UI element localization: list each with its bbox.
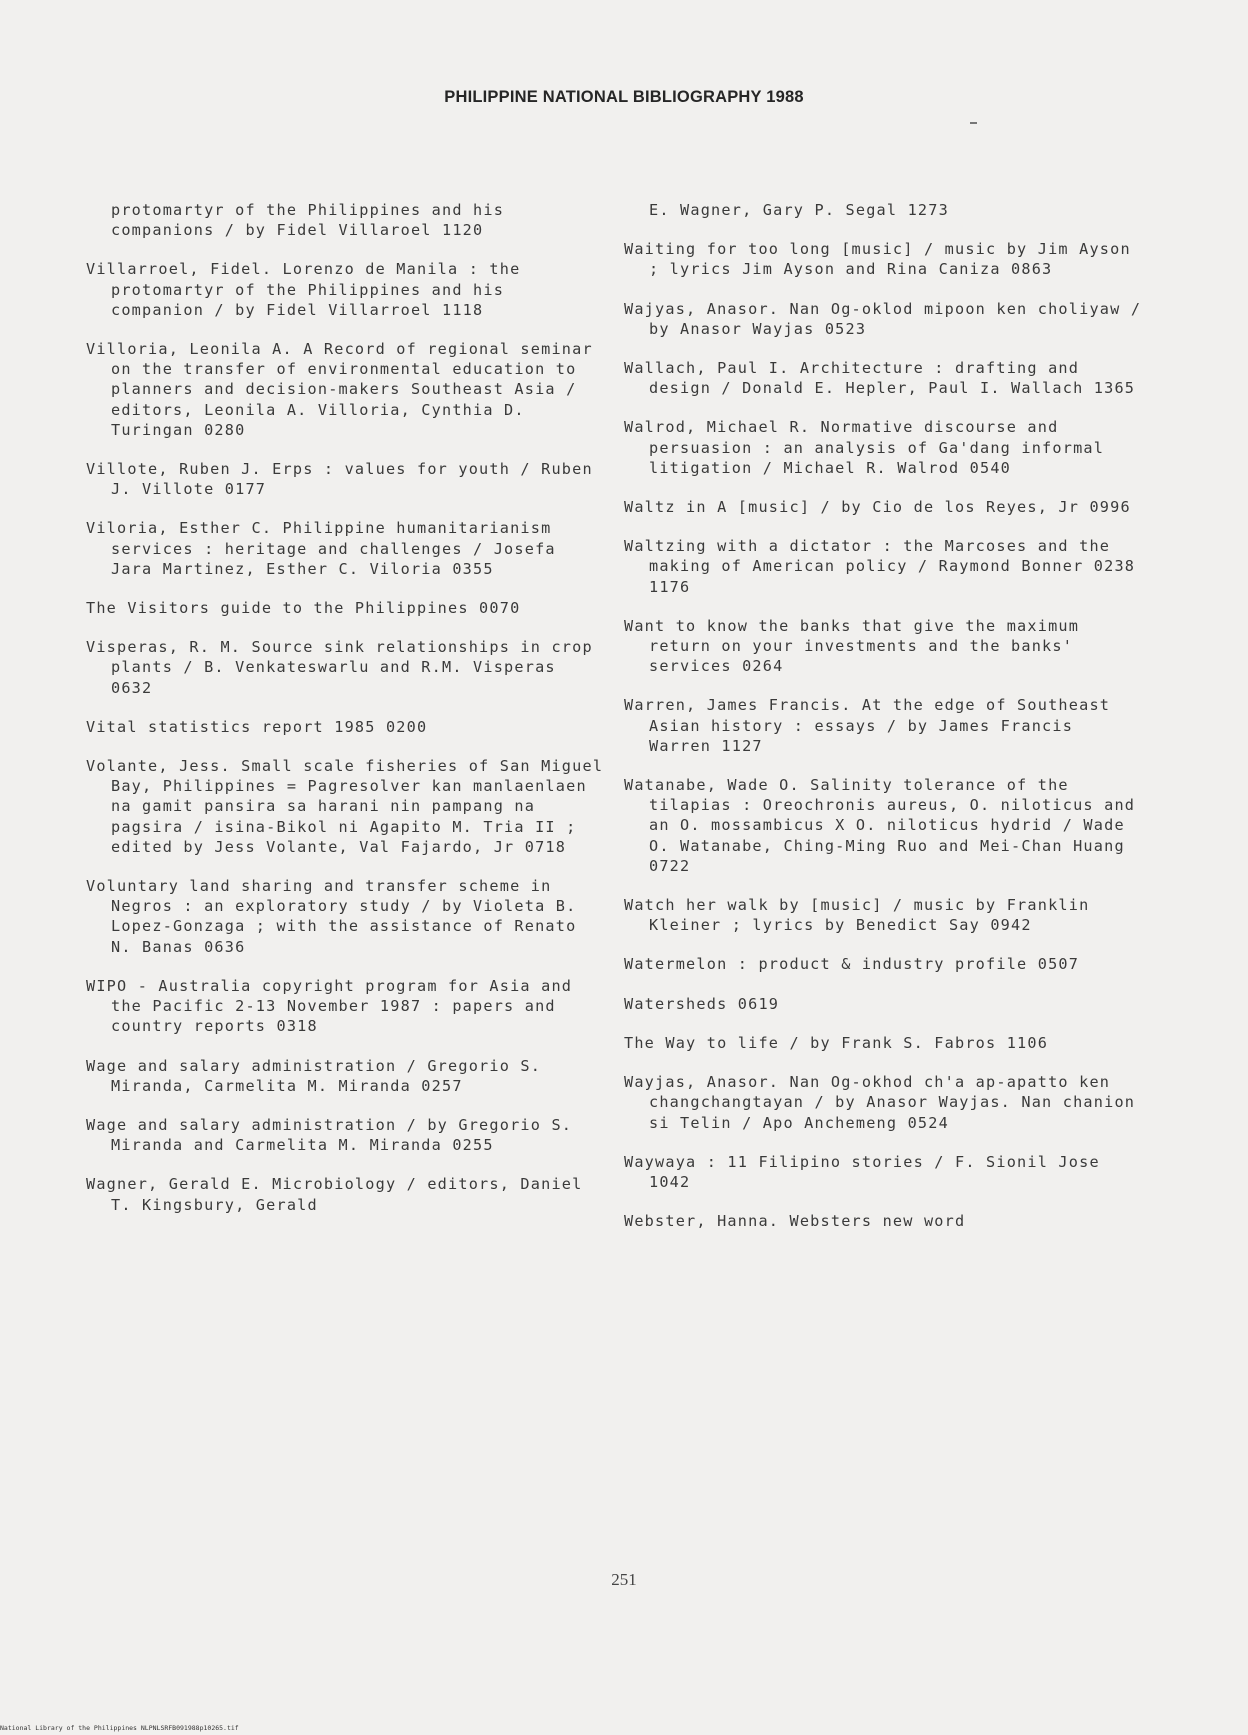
- page-title: PHILIPPINE NATIONAL BIBLIOGRAPHY 1988: [444, 88, 804, 106]
- bibliography-entry: Volante, Jess. Small scale fisheries of San Miguel Bay, Philippines = Pagresolver kan manlaenlaen na gamit pansira sa harani nin pampang na pagsira / isina-Bikol ni Agapito M. Tria II ; edited by Jess Volante, Val Fajardo, Jr 0718: [86, 757, 604, 856]
- bibliography-entry: Villoria, Leonila A. A Record of regional seminar on the transfer of environmental education to planners and decision-makers Southeast Asia / editors, Leonila A. Villoria, Cynthia D. Turingan 0280: [86, 340, 593, 439]
- bibliography-entry: Warren, James Francis. At the edge of Southeast Asian history : essays / by James Francis Warren 1127: [624, 696, 1111, 755]
- bibliography-entry: Want to know the banks that give the maximum return on your investments and the banks' services 0264: [624, 616, 1080, 676]
- page-number: 251: [611, 1570, 637, 1589]
- bibliography-entry: Waltz in A [music] / by Cio de los Reyes, Jr 0996: [624, 498, 1131, 517]
- right-column: [624, 200, 1144, 1250]
- bibliography-entry: E. Wagner, Gary P. Segal 1273: [649, 201, 949, 219]
- bibliography-entry: Vital statistics report 1985 0200: [86, 717, 428, 736]
- bibliography-entry: Wage and salary administration / by Gregorio S. Miranda and Carmelita M. Miranda 0255: [86, 1115, 573, 1155]
- bibliography-entry: Walrod, Michael R. Normative discourse and persuasion : an analysis of Ga'dang informal litigation / Michael R. Walrod 0540: [624, 418, 1105, 477]
- bibliography-entry: Villote, Ruben J. Erps : values for youth / Ruben J. Villote 0177: [86, 460, 593, 499]
- scan-caption: National Library of the Philippines NLPNLSRFB091988p10265.tif: [0, 1724, 239, 1732]
- bibliography-entry: Voluntary land sharing and transfer scheme in Negros : an exploratory study / by Violeta B. Lopez-Gonzaga ; with the assistance of Renato N. Banas 0636: [86, 877, 577, 956]
- left-column: [86, 200, 606, 1234]
- bibliography-entry: The Visitors guide to the Philippines 0070: [86, 599, 521, 618]
- bibliography-entry: Waiting for too long [music] / music by Jim Ayson ; lyrics Jim Ayson and Rina Caniza 0863: [624, 240, 1131, 279]
- bibliography-entry: Wagner, Gerald E. Microbiology / editors, Daniel T. Kingsbury, Gerald: [86, 1175, 583, 1214]
- bibliography-entry: Watch her walk by [music] / music by Franklin Kleiner ; lyrics by Benedict Say 0942: [624, 896, 1090, 935]
- bibliography-entry: Watersheds 0619: [624, 994, 780, 1013]
- bibliography-entry: Wajyas, Anasor. Nan Og-oklod mipoon ken choliyaw / by Anasor Wayjas 0523: [624, 299, 1142, 338]
- bibliography-entry: Waltzing with a dictator : the Marcoses and the making of American policy / Raymond Bonner 0238 1176: [624, 537, 1136, 596]
- bibliography-entry: Villarroel, Fidel. Lorenzo de Manila : the protomartyr of the Philippines and his companion / by Fidel Villarroel 1118: [86, 260, 521, 319]
- bibliography-entry: protomartyr of the Philippines and his companions / by Fidel Villaroel 1120: [111, 201, 505, 240]
- bibliography-entry: Wallach, Paul I. Architecture : drafting and design / Donald E. Hepler, Paul I. Wallach 1365: [624, 359, 1136, 398]
- bibliography-entry: WIPO - Australia copyright program for Asia and the Pacific 2-13 November 1987 : papers and country reports 0318: [86, 976, 573, 1036]
- scan-speck: [970, 122, 977, 124]
- bibliography-entry: Watanabe, Wade O. Salinity tolerance of the tilapias : Oreochronis aureus, O. niloticus and an O. mossambicus X O. niloticus hydrid / Wade O. Watanabe, Ching-Ming Ruo and Mei-Chan Huang 0722: [624, 776, 1136, 875]
- bibliography-entry: Webster, Hanna. Websters new word: [624, 1212, 966, 1231]
- bibliography-entry: The Way to life / by Frank S. Fabros 1106: [624, 1033, 1049, 1052]
- bibliography-entry: Visperas, R. M. Source sink relationships in crop plants / B. Venkateswarlu and R.M. Visperas 0632: [86, 638, 593, 697]
- bibliography-entry: Watermelon : product & industry profile 0507: [624, 955, 1080, 974]
- bibliography-entry: Viloria, Esther C. Philippine humanitarianism services : heritage and challenges / Josefa Jara Martinez, Esther C. Viloria 0355: [86, 519, 556, 578]
- bibliography-entry: Wage and salary administration / Gregorio S. Miranda, Carmelita M. Miranda 0257: [86, 1056, 542, 1095]
- bibliography-entry: Waywaya : 11 Filipino stories / F. Sionil Jose 1042: [624, 1152, 1100, 1191]
- bibliography-entry: Wayjas, Anasor. Nan Og-okhod ch'a ap-apatto ken changchangtayan / by Anasor Wayjas. Nan chanion si Telin / Apo Anchemeng 0524: [624, 1073, 1136, 1132]
